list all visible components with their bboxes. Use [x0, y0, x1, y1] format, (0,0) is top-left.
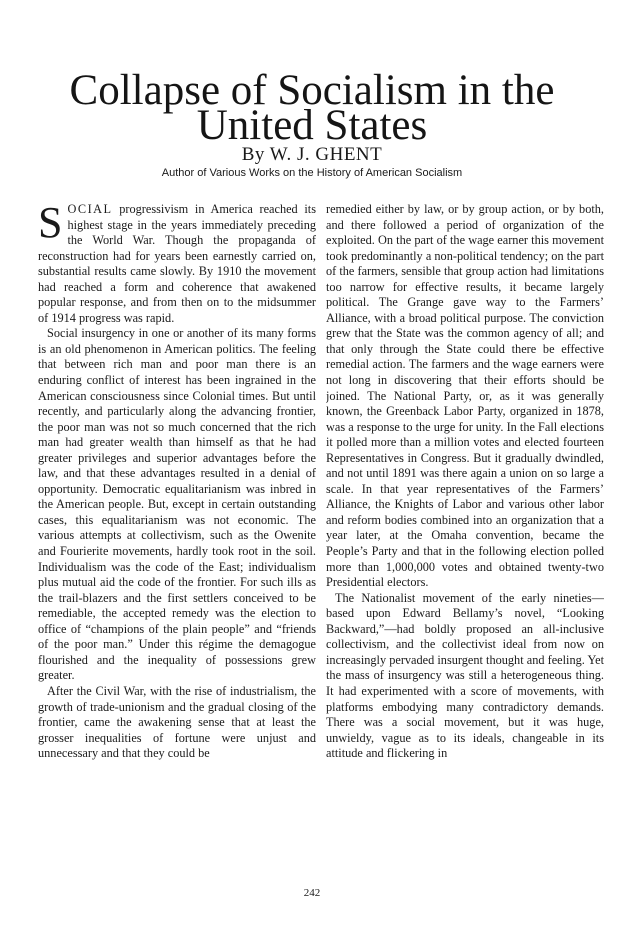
text-column-right	[326, 202, 604, 885]
page-number: 242	[303, 887, 321, 899]
author-note: Author of Various Works on the History of American Socialism	[161, 167, 463, 179]
article-title-line-2: United States	[196, 102, 428, 149]
text-column-left	[38, 202, 316, 885]
article-title-line-1: Collapse of Socialism in the	[69, 67, 555, 114]
paragraph: Social insurgency in one or another of its many forms is an old phenomenon in American politics. The feeling that between rich man and poor man there is an enduring conflict of interest has been ingrained in the American consciousness since Colonial times. But until recently, and particularly along the advancing frontier, the poor man was not so much concerned that the rich man had greater wealth than himself as that he had greater privileges and superior advantages before the law, and that these advantages resulted in a denial of opportunity. Democratic equalitarianism was inbred in the American people. But, except in certain outstanding cases, this equalitarianism was not economic. The various attempts at collectivism, such as the Owenite and Fourierite movements, hardly took root in the soil. Individualism was the code of the East; individualism plus mutual aid the code of the frontier. For such ills as the trail-blazers and the first settlers conceived to be remediable, the accepted remedy was the election to office of “champions of the plain people” and “friends of the poor man.” Under this régime the demagogue flourished and the inequality of possessions grew greater.	[38, 326, 316, 683]
byline: By W. J. GHENT	[241, 144, 383, 165]
paragraph: The Nationalist movement of the early nineties—based upon Edward Bellamy’s novel, “Looking Backward,”—had boldly proposed an all-inclusive collectivism, and the collectivist ideal from now on increasingly pervaded insurgent thought and feeling. Yet the mass of insurgency was still a heterogeneous thing. It had experimented with a score of movements, with platforms embodying many contradictory demands. There was a social movement, but it was huge, unwieldy, vague as to its ideals, changeable in its attitude and flickering in	[326, 590, 604, 761]
paragraph: remedied either by law, or by group action, or by both, and there followed a period of organization of the exploited. On the part of the wage earner this movement took predominantly a non-political tendency; on the part of the farmers, sensible that group action had limitations too narrow for effective results, it became largely political. The Grange gave way to the Farmers’ Alliance, with a broad political purpose. The conviction grew that the State was the common agency of all; and that only through the State could there be effective remedial action. The farmers and the wage earners were not long in discovering that their efforts should be joined. The National Party, or, as it was generally known, the Greenback Labor Party, organized in 1878, was a response to the urge for unity. In the Fall elections it polled more than a million votes and elected fourteen Representatives in Congress. But it gradually dwindled, and not until 1891 was there again a union on so large a scale. In that year representatives of the Farmers’ Alliance, the Knights of Labor and various other labor and reform bodies combined into an organization that a year later, at the Omaha convention, became the People’s Party and that in the following election polled more than 1,000,000 votes and obtained twenty-two Presidential electors.	[326, 202, 604, 590]
first-word: OCIAL	[67, 202, 113, 216]
paragraph-text: progressivism in America reached its highest stage in the years immediately preceding the World War. Though the propaganda of reconstruction had for years been earnestly carried on, substantial results came slowly. By 1910 the movement had reached a form and coherence that awakened popular response, and from then on to the midsummer of 1914 progress was rapid.	[38, 202, 316, 325]
drop-cap: S	[38, 202, 63, 247]
paragraph: After the Civil War, with the rise of industrialism, the growth of trade-unionism and the gradual closing of the frontier, came the awakening sense that at least the grosser inequalities of fortune were unjust and unnecessary and that they could be	[38, 683, 316, 761]
paragraph	[38, 202, 316, 326]
